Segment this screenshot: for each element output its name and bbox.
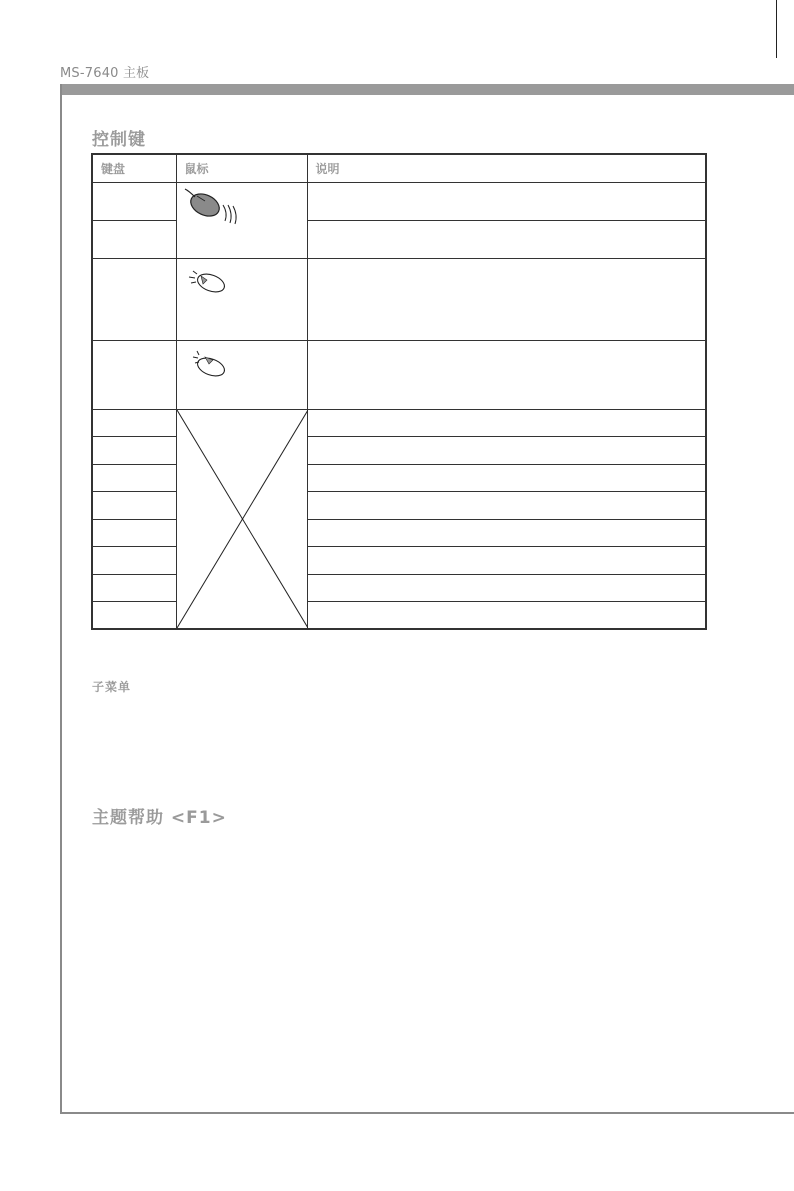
- mouse-right-click-icon: [183, 345, 233, 379]
- control-keys-table: [91, 153, 707, 630]
- no-mouse-cell: [176, 410, 307, 630]
- not-applicable-cross-icon: [177, 410, 308, 628]
- desc-cell: [307, 519, 706, 546]
- desc-cell: [307, 410, 706, 437]
- table-header-row: [92, 154, 706, 183]
- table-row: [92, 183, 706, 221]
- key-cell: [92, 341, 176, 410]
- column-header-keyboard: 键盘: [92, 154, 176, 183]
- key-cell: [92, 221, 176, 259]
- key-cell: [92, 464, 176, 491]
- desc-cell: [307, 183, 706, 221]
- desc-cell: [307, 341, 706, 410]
- key-cell: [92, 519, 176, 546]
- desc-cell: [307, 437, 706, 464]
- key-cell: [92, 410, 176, 437]
- table-row: [92, 341, 706, 410]
- desc-cell: [307, 221, 706, 259]
- crop-mark: [776, 0, 777, 58]
- control-keys-title: 控制键: [92, 130, 146, 150]
- key-cell: [92, 492, 176, 519]
- desc-cell: [307, 547, 706, 574]
- key-cell: [92, 602, 176, 629]
- table-row: [92, 259, 706, 341]
- key-cell: [92, 547, 176, 574]
- column-header-description: 说明: [307, 154, 706, 183]
- table-row: [92, 410, 706, 437]
- mouse-cell: [176, 183, 307, 259]
- desc-cell: [307, 464, 706, 491]
- help-title: 主题帮助 <F1>: [92, 808, 227, 828]
- mouse-cell: [176, 341, 307, 410]
- mouse-left-click-icon: [183, 263, 233, 297]
- running-header: MS-7640 主板: [60, 66, 150, 81]
- key-cell: [92, 183, 176, 221]
- key-cell: [92, 259, 176, 341]
- desc-cell: [307, 602, 706, 629]
- mouse-move-icon: [183, 187, 253, 229]
- column-header-mouse: 鼠标: [176, 154, 307, 183]
- desc-cell: [307, 574, 706, 601]
- key-cell: [92, 574, 176, 601]
- desc-cell: [307, 492, 706, 519]
- submenu-title: 子菜单: [92, 680, 132, 694]
- desc-cell: [307, 259, 706, 341]
- mouse-cell: [176, 259, 307, 341]
- key-cell: [92, 437, 176, 464]
